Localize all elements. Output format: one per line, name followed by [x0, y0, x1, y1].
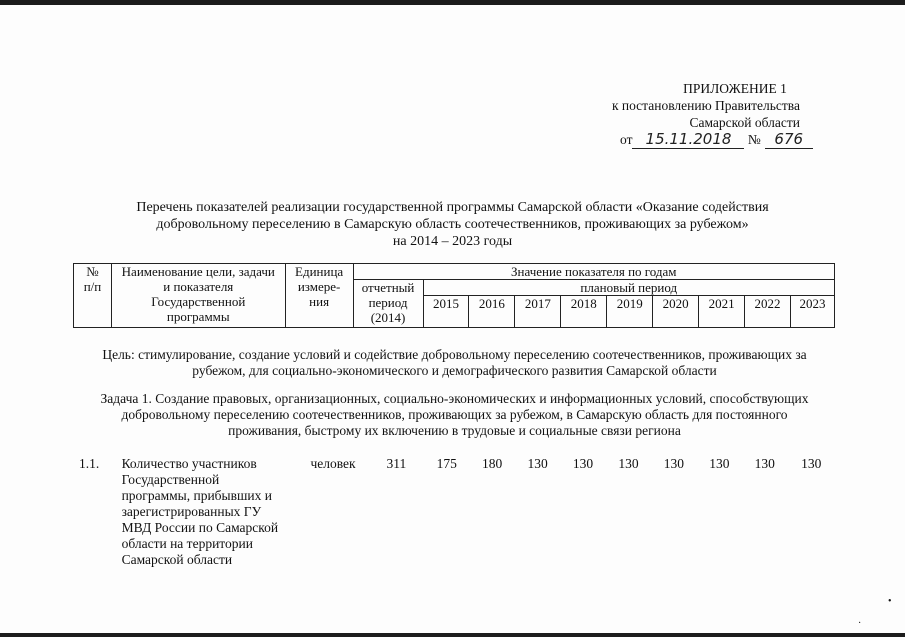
row-name-line: программы, прибывших и — [121, 488, 272, 503]
row-indicator-name — [119, 456, 298, 568]
task-line-2: добровольному переселению соотечественников, проживающих за рубежом, в Самарскую область для постоянного — [121, 407, 788, 422]
row-name-line: Самарской области — [121, 552, 233, 567]
task-line-3: проживания, быстрому их включению в трудовые и социальные связи региона — [228, 423, 681, 438]
row-value: 130 — [754, 456, 775, 471]
header-year: 2018 — [561, 296, 607, 328]
scan-speck: • — [888, 596, 892, 607]
appendix-line-3: Самарской области — [689, 115, 800, 130]
row-name-line: Количество участников — [121, 456, 257, 471]
row-value: 130 — [663, 456, 684, 471]
header-report-line-1: отчетный — [361, 280, 415, 295]
title-line-1: Перечень показателей реализации государственной программы Самарской области «Оказание содействия — [136, 200, 769, 215]
row-name-line: зарегистрированных ГУ — [121, 504, 262, 519]
table-row — [73, 456, 835, 568]
handwritten-number: 676 — [765, 130, 813, 149]
header-report-line-3: (2014) — [370, 310, 406, 325]
header-year: 2015 — [423, 296, 469, 328]
row-name-line: области на территории — [121, 536, 253, 551]
header-name-line-3: Государственной — [151, 294, 246, 309]
row-number: 1.1. — [79, 456, 100, 471]
appendix-line-2: к постановлению Правительства — [611, 98, 800, 113]
date-prefix: от — [620, 132, 633, 147]
row-value: 175 — [436, 456, 457, 471]
header-name-line-1: Наименование цели, задачи — [121, 264, 275, 279]
header-unit-line-3: ния — [309, 294, 330, 309]
scan-top-border — [0, 0, 905, 5]
row-value: 180 — [482, 456, 503, 471]
header-report-period — [353, 280, 423, 328]
header-name — [111, 264, 285, 328]
number-prefix: № — [747, 132, 761, 147]
row-value: 130 — [618, 456, 639, 471]
appendix-block — [560, 80, 860, 131]
row-value: 130 — [709, 456, 730, 471]
header-unit — [285, 264, 353, 328]
header-unit-line-1: Единица — [295, 264, 344, 279]
header-number — [74, 264, 112, 328]
header-year: 2020 — [653, 296, 699, 328]
row-unit: человек — [310, 456, 356, 471]
header-unit-line-2: измере- — [297, 279, 341, 294]
header-plan-period: плановый период — [423, 280, 834, 296]
title-line-3: на 2014 – 2023 годы — [392, 234, 513, 249]
header-year: 2017 — [515, 296, 561, 328]
header-report-line-2: период — [368, 295, 408, 310]
handwritten-date: 15.11.2018 — [632, 130, 744, 149]
row-name-line: МВД России по Самарской — [121, 520, 279, 535]
header-number-line-1: № — [86, 264, 99, 279]
header-name-line-2: и показателя — [163, 279, 234, 294]
row-name-line: Государственной — [121, 472, 220, 487]
header-values-group: Значение показателя по годам — [353, 264, 834, 280]
header-year: 2022 — [745, 296, 791, 328]
row-value: 130 — [572, 456, 594, 471]
indicator-table-header — [73, 263, 835, 328]
task-line-1: Задача 1. Создание правовых, организационных, социально-экономических и информационных условий, способствующих — [100, 391, 809, 406]
document-title — [60, 199, 845, 250]
row-value: 130 — [527, 456, 548, 471]
header-year: 2021 — [699, 296, 745, 328]
row-value: 130 — [801, 456, 822, 471]
goal-line-1: Цель: стимулирование, создание условий и содействие добровольному переселению соотечественников, проживающих за — [102, 347, 807, 362]
task-text — [72, 391, 837, 439]
scan-speck: · — [858, 618, 862, 629]
header-year: 2019 — [607, 296, 653, 328]
header-year: 2023 — [791, 296, 835, 328]
decree-date-number — [620, 130, 813, 149]
title-line-2: добровольному переселению в Самарскую область соотечественников, проживающих за рубежом» — [156, 217, 749, 232]
row-value: 311 — [386, 456, 407, 471]
goal-text — [72, 347, 837, 379]
header-number-line-2: п/п — [83, 279, 102, 294]
goal-line-2: рубежом, для социально-экономического и демографического развития Самарской области — [192, 363, 717, 378]
indicator-rows — [73, 456, 835, 568]
header-name-line-4: программы — [166, 309, 230, 324]
appendix-title: ПРИЛОЖЕНИЕ 1 — [683, 81, 787, 96]
scan-bottom-border — [0, 633, 905, 637]
header-year: 2016 — [469, 296, 515, 328]
